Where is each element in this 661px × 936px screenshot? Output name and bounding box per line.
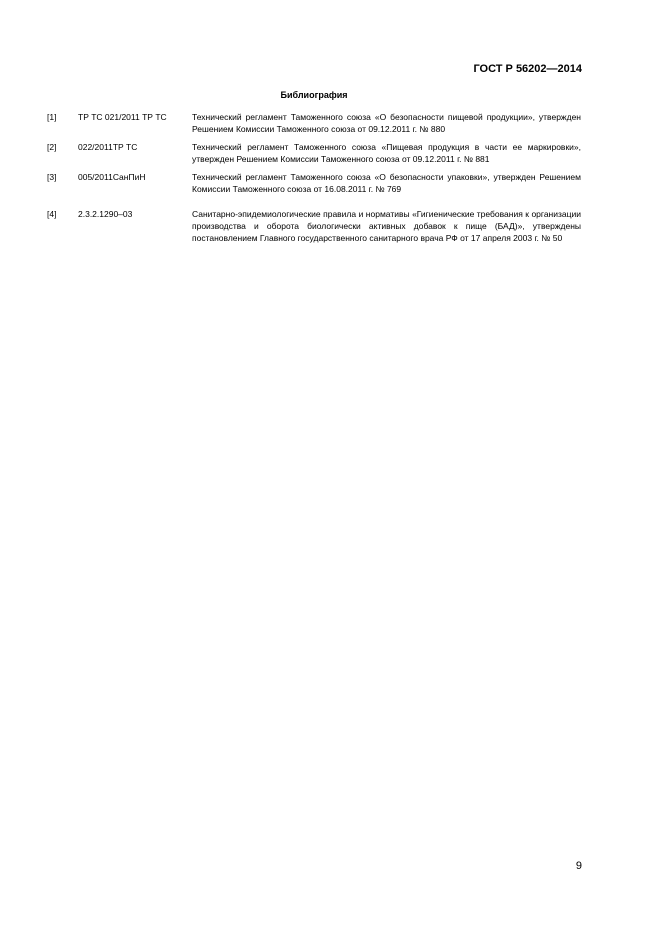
entry-number: [3] xyxy=(47,172,57,182)
entry-code: ТР ТС 021/2011 ТР ТС xyxy=(78,112,167,122)
bibliography-entry xyxy=(47,111,581,135)
entry-description: Технический регламент Таможенного союза «О безопасности пищевой продукции», утвержден Решением Комиссии Таможенного союза от 09.12.2011 г. № 880 xyxy=(192,112,581,134)
entry-number: [4] xyxy=(47,209,57,219)
entry-number: [1] xyxy=(47,112,57,122)
entry-description: Технический регламент Таможенного союза «Пищевая продукция в части ее маркировки», утвержден Решением Комиссии Таможенного союза от 09.12.2011 г. № 881 xyxy=(192,142,581,164)
page-number: 9 xyxy=(575,860,582,872)
entry-code: 022/2011ТР ТС xyxy=(78,142,138,152)
bibliography-list xyxy=(47,111,581,244)
entry-number: [2] xyxy=(47,142,57,152)
bibliography-entry xyxy=(47,171,581,195)
entry-description: Санитарно-эпидемиологические правила и нормативы «Гигиенические требования к организации производства и оборота биологически активных добавок к пище (БАД)», утверждены постановлением Главного государственного санитарного врача РФ от 17 апреля 2003 г. № 50 xyxy=(192,209,581,243)
bibliography-entry xyxy=(47,141,581,165)
entry-code: 2.3.2.1290–03 xyxy=(78,209,133,219)
bibliography-entry xyxy=(47,208,581,244)
entry-code: 005/2011СанПиН xyxy=(78,172,146,182)
bibliography-title: Библиография xyxy=(280,90,348,100)
entry-description: Технический регламент Таможенного союза «О безопасности упаковки», утвержден Решением Комиссии Таможенного союза от 16.08.2011 г. № 769 xyxy=(192,172,581,194)
document-code: ГОСТ Р 56202—2014 xyxy=(473,63,582,75)
